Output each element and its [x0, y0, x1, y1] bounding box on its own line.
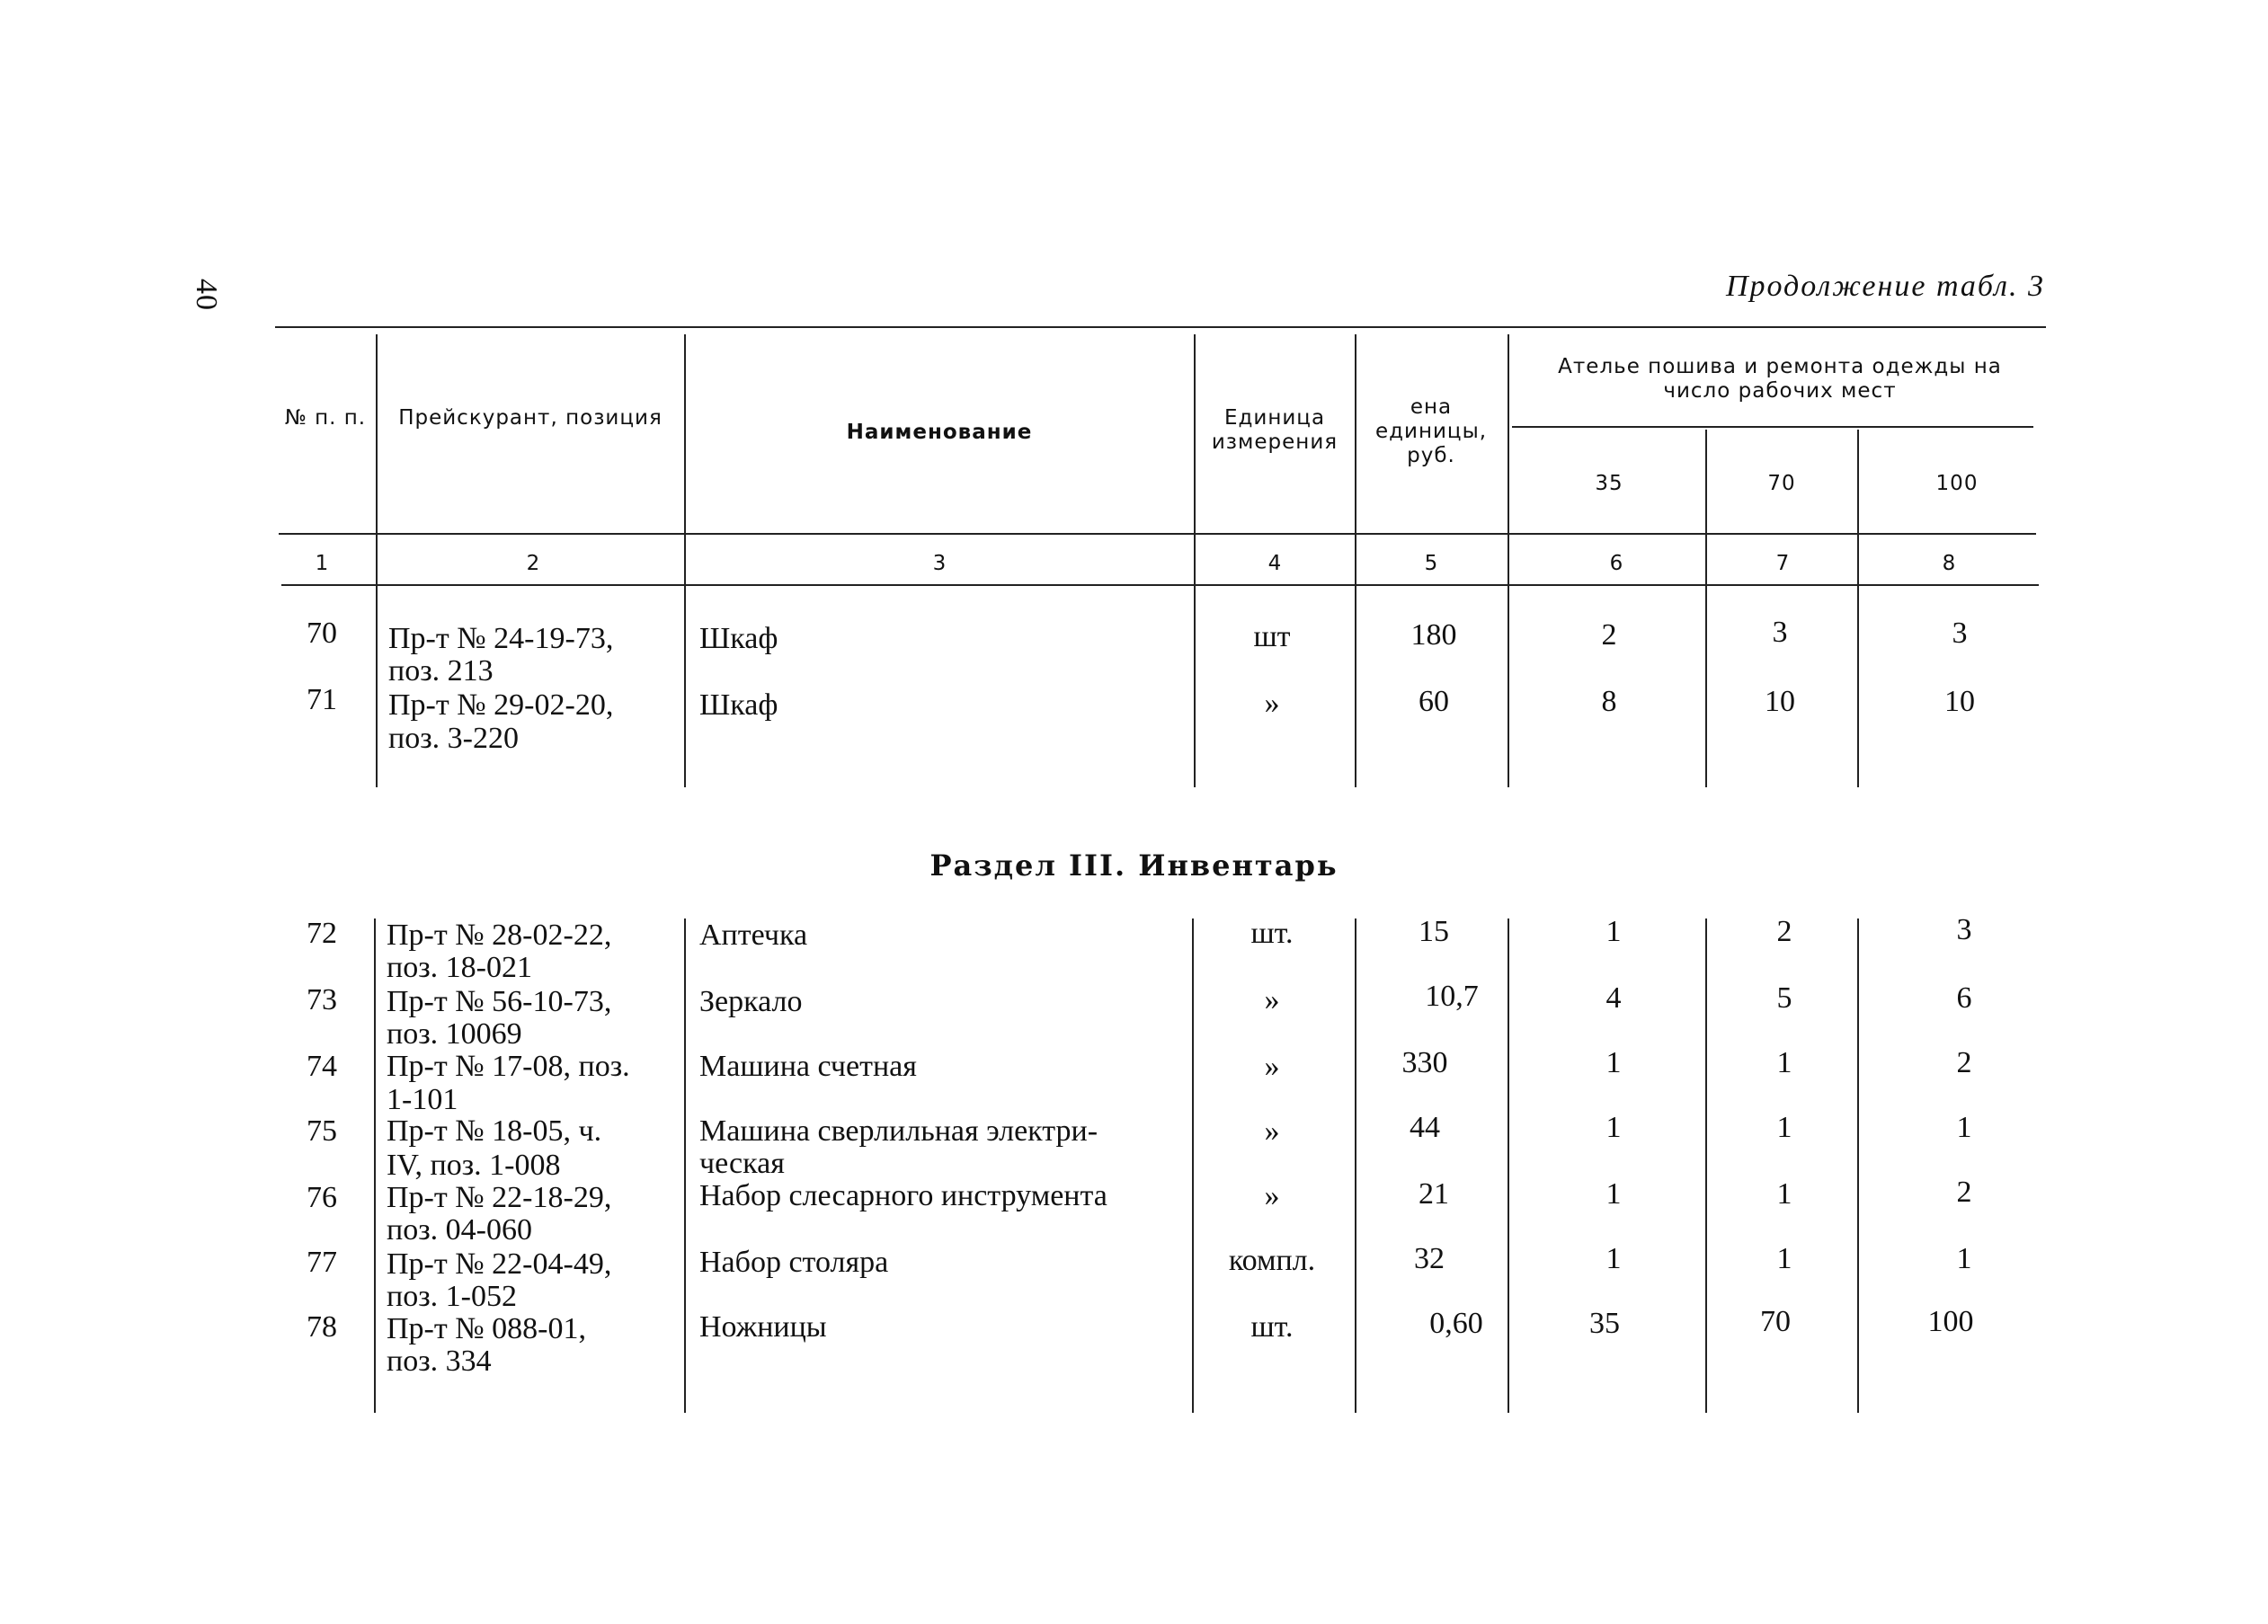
qty-70: 1: [1776, 1177, 1792, 1211]
item-name-continued: ческая: [699, 1147, 785, 1180]
price-list-ref: Пр-т № 22-04-49,: [387, 1247, 612, 1281]
item-name: Набор слесарного инструмента: [699, 1179, 1107, 1212]
header-number: № п. п.: [284, 406, 367, 430]
qty-35: 2: [1601, 618, 1617, 652]
price-list-ref: Пр-т № 088-01,: [387, 1312, 586, 1345]
item-name: Ножницы: [699, 1310, 827, 1344]
qty-35: 1: [1605, 1177, 1622, 1211]
item-price: 15: [1419, 915, 1449, 948]
item-unit: шт.: [1250, 1310, 1294, 1344]
qty-70: 5: [1776, 981, 1792, 1015]
price-list-ref: Пр-т № 56-10-73,: [387, 985, 612, 1018]
header-name: Наименование: [846, 421, 1033, 444]
column-number-rule: [281, 584, 2039, 586]
item-unit: шт: [1253, 620, 1291, 653]
qty-70: 1: [1776, 1046, 1792, 1079]
qty-100: 1: [1956, 1111, 1972, 1144]
body-divider: [684, 584, 686, 787]
qty-70: 3: [1772, 616, 1788, 649]
price-list-ref: Пр-т № 28-02-22,: [387, 918, 612, 952]
atelier-subheader-rule: [1512, 426, 2033, 428]
body-divider: [1192, 918, 1194, 1413]
item-price: 330: [1401, 1046, 1448, 1079]
price-list-ref-position: поз. 10069: [387, 1017, 522, 1051]
header-places-70: 70: [1767, 472, 1796, 495]
price-list-ref-position: поз. 334: [387, 1344, 492, 1378]
table-continuation-caption: Продолжение табл. 3: [1725, 270, 2045, 303]
body-divider: [1194, 584, 1196, 787]
item-price: 32: [1414, 1242, 1445, 1275]
qty-100: 3: [1956, 913, 1972, 946]
header-unit-price: ена единицы, руб.: [1374, 395, 1488, 467]
price-list-ref-position: поз. 1-052: [387, 1280, 517, 1313]
row-number: 77: [307, 1246, 337, 1279]
item-unit: шт.: [1250, 917, 1294, 950]
price-list-ref-position: поз. 213: [388, 654, 494, 688]
header-divider: [1508, 334, 1509, 584]
qty-35: 1: [1605, 1046, 1622, 1079]
price-list-ref: Пр-т № 24-19-73,: [388, 622, 614, 655]
qty-100: 6: [1956, 981, 1972, 1015]
item-unit: »: [1264, 1050, 1280, 1083]
price-list-ref: Пр-т № 17-08, поз.: [387, 1050, 630, 1083]
price-list-ref: Пр-т № 18-05, ч.: [387, 1114, 602, 1148]
column-number: 5: [1424, 552, 1438, 575]
price-list-ref-position: поз. 04-060: [387, 1213, 532, 1247]
price-list-ref-position: поз. 3-220: [388, 722, 519, 755]
row-number: 75: [307, 1114, 337, 1148]
item-name: Шкаф: [699, 688, 778, 722]
item-price: 21: [1419, 1177, 1449, 1211]
item-name: Набор столяра: [699, 1246, 889, 1279]
header-places-100: 100: [1935, 472, 1979, 495]
item-name: Зеркало: [699, 985, 803, 1018]
item-price: 0,60: [1429, 1307, 1483, 1340]
row-number: 70: [307, 617, 337, 650]
header-divider: [376, 334, 378, 584]
body-divider: [1857, 584, 1859, 787]
item-name: Шкаф: [699, 622, 778, 655]
body-divider: [1705, 918, 1707, 1413]
header-unit: Единица измерения: [1211, 406, 1339, 454]
item-unit: »: [1264, 1179, 1280, 1212]
item-name: Машина счетная: [699, 1050, 917, 1083]
item-price: 10,7: [1425, 980, 1479, 1013]
body-divider: [1857, 918, 1859, 1413]
qty-100: 2: [1956, 1176, 1972, 1209]
item-unit: »: [1264, 687, 1280, 720]
row-number: 72: [307, 917, 337, 950]
header-price-list: Прейскурант, позиция: [398, 406, 663, 430]
header-places-35: 35: [1595, 472, 1623, 495]
item-unit: »: [1264, 1114, 1280, 1148]
qty-100: 100: [1927, 1305, 1974, 1338]
qty-35: 1: [1605, 1242, 1622, 1275]
body-divider: [684, 918, 686, 1413]
header-divider: [1194, 334, 1196, 584]
qty-100: 2: [1956, 1046, 1972, 1079]
item-unit: »: [1264, 983, 1280, 1016]
row-number: 76: [307, 1181, 337, 1214]
body-divider: [374, 918, 376, 1413]
item-unit: компл.: [1228, 1244, 1316, 1277]
body-divider: [1508, 584, 1509, 787]
page-number: 40: [190, 279, 223, 311]
row-number: 74: [307, 1050, 337, 1083]
column-number: 7: [1775, 552, 1790, 575]
item-price: 180: [1410, 618, 1457, 652]
qty-35: 35: [1589, 1307, 1620, 1340]
qty-100: 3: [1952, 617, 1968, 650]
qty-100: 1: [1956, 1242, 1972, 1275]
header-atelier: Ателье пошива и ремонта одежды на число рабочих мест: [1558, 355, 2002, 403]
price-list-ref-position: поз. 18-021: [387, 951, 532, 984]
item-price: 44: [1410, 1111, 1440, 1144]
qty-35: 1: [1605, 915, 1622, 948]
item-name: Машина сверлильная электри-: [699, 1114, 1098, 1148]
body-divider: [1355, 918, 1356, 1413]
body-divider: [1355, 584, 1356, 787]
body-divider: [376, 584, 378, 787]
price-list-ref-position: IV, поз. 1-008: [387, 1149, 561, 1182]
qty-70: 70: [1760, 1305, 1791, 1338]
qty-35: 8: [1601, 685, 1617, 718]
item-name: Аптечка: [699, 918, 808, 952]
body-divider: [1705, 584, 1707, 787]
row-number: 73: [307, 983, 337, 1016]
column-number: 3: [932, 552, 947, 575]
qty-70: 1: [1776, 1111, 1792, 1144]
row-number: 71: [307, 683, 337, 716]
header-divider: [1355, 334, 1356, 584]
section-title: Раздел III. Инвентарь: [929, 848, 1339, 883]
price-list-ref-position: 1-101: [387, 1083, 458, 1116]
qty-100: 10: [1944, 685, 1975, 718]
qty-35: 4: [1605, 981, 1622, 1015]
column-number: 1: [315, 552, 329, 575]
column-number: 4: [1267, 552, 1282, 575]
header-divider: [1857, 430, 1859, 584]
qty-70: 1: [1776, 1242, 1792, 1275]
item-price: 60: [1419, 685, 1449, 718]
column-number: 8: [1942, 552, 1956, 575]
row-number: 78: [307, 1310, 337, 1344]
column-number: 6: [1609, 552, 1623, 575]
price-list-ref: Пр-т № 22-18-29,: [387, 1181, 612, 1214]
header-divider: [684, 334, 686, 584]
header-bottom-rule: [279, 533, 2036, 535]
qty-70: 2: [1776, 915, 1792, 948]
qty-70: 10: [1765, 685, 1795, 718]
header-top-rule: [275, 326, 2046, 328]
column-number: 2: [526, 552, 540, 575]
header-divider: [1705, 430, 1707, 584]
price-list-ref: Пр-т № 29-02-20,: [388, 688, 614, 722]
qty-35: 1: [1605, 1111, 1622, 1144]
